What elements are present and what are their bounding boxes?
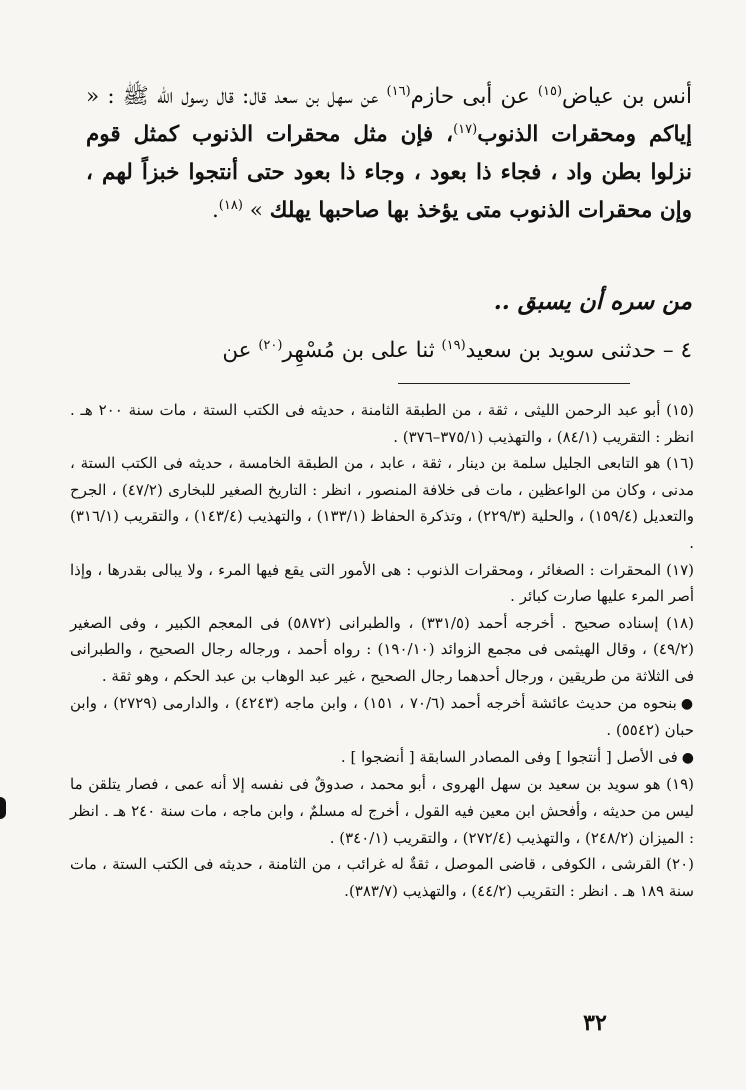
hadith-text xyxy=(86,78,692,230)
footnote-ref-19: (١٩) xyxy=(441,337,466,353)
isnad-text: عن xyxy=(222,338,259,363)
period: . xyxy=(211,198,219,223)
narrator-text: عن سهل بن سعد قال: قال رسول الله ﷺ : « xyxy=(86,84,387,109)
isnad-text: ثنا على بن مُسْهِر xyxy=(282,338,442,363)
bullet-icon: ● xyxy=(681,749,694,766)
quote-close: » xyxy=(242,198,270,223)
footnote-15: (١٥) أبو عبد الرحمن الليثى ، ثقة ، من الطبقة الثامنة ، حديثه فى الكتب الستة ، مات سنة ٢٠٠ هـ . انظر : التقريب (٨٤/١) ، والتهذيب (٣٧٥/١–٣٧٦) . xyxy=(70,401,695,446)
footnote-ref-17: (١٧) xyxy=(453,121,478,137)
footnote-ref-15: (١٥) xyxy=(537,83,563,99)
scan-edge-mark xyxy=(0,797,6,819)
footnote-bullet-1 xyxy=(70,690,694,744)
footnotes xyxy=(70,397,694,904)
footnote-ref-20: (٢٠) xyxy=(258,337,283,353)
hadith-bold-text: ، فإن مثل محقرات الذنوب كمثل قوم نزلوا بطن واد ، فجاء ذا بعود ، وجاء ذا بعود حتى أنتجوا خبزاً لهم ، وإن محقرات الذنوب متى يؤخذ بها صاحبها يهلك xyxy=(86,122,692,223)
hadith-4-opening xyxy=(86,332,692,370)
footnote-bullet-2 xyxy=(70,744,694,772)
footnote-19: (١٩) هو سويد بن سعيد بن سهل الهروى ، أبو محمد ، صدوقٌ فى نفسه إلا أنه عمى ، فصار يتلقن ما ليس من حديثه ، وأفحش ابن معين فيه القول ، أخرج له مسلمٌ ، وابن ماجه ، مات سنة ٢٤٠ هـ . انظر : الميزان (٢٤٨/٢) ، والتهذيب (٢٧٢/٤) ، والتقريب (٣٤٠/١) . xyxy=(70,775,694,847)
isnad-text: ٤ – حدثنى سويد بن سعيد xyxy=(465,338,692,363)
hadith-paragraph xyxy=(86,78,692,230)
narrator-text: عن أبى حازم xyxy=(410,84,538,109)
footnote-ref-16: (١٦) xyxy=(386,83,411,99)
footnote-20: (٢٠) القرشى ، الكوفى ، قاضى الموصل ، ثقةٌ له غرائب ، من الثامنة ، حديثه فى الكتب الستة ، مات سنة ١٨٩ هـ . انظر : التقريب (٤٤/٢) ، والتهذيب (٣٨٣/٧). xyxy=(70,855,694,900)
section-heading: من سره أن يسبق .. xyxy=(493,288,692,315)
footnote-17: (١٧) المحقرات : الصغائر ، ومحقرات الذنوب : هى الأمور التى يقع فيها المرء ، ولا يبالى بقدرها ، وإذا أصر المرء عليها صارت كبائر . xyxy=(70,560,694,606)
footnote-bullet-text: بنحوه من حديث عائشة أخرجه أحمد (٧٠/٦ ، ١٥١) ، وابن ماجه (٤٢٤٣) ، والدارمى (٢٧٢٩) ، وابن حبان (٥٥٤٢) . xyxy=(70,693,694,740)
footnote-ref-18: (١٨) xyxy=(218,197,243,213)
footnote-bullet-text: فى الأصل [ أنتجوا ] وفى المصادر السابقة [ أنضجوا ] . xyxy=(340,747,678,766)
bullet-icon: ● xyxy=(680,695,695,712)
page-number: ٣٢ xyxy=(583,1010,607,1036)
hadith-bold-text: إياكم ومحقرات الذنوب xyxy=(477,122,692,147)
footnote-16: (١٦) هو التابعى الجليل سلمة بن دينار ، ثقة ، عابد ، من الطبقة الخامسة ، حديثه فى الكتب الستة ، مدنى ، وكان من الواعظين ، مات فى خلافة المنصور ، انظر : التاريخ الصغير للبخارى (٤٧/٢) ، الجرح والتعديل (١٥٩/٤) ، والحلية (٢٢٩/٣) ، وتذكرة الحفاظ (١٣٣/١) ، والتهذيب (١٤٣/٤) ، والتقريب (٣١٦/١) . xyxy=(70,454,695,552)
footnote-18: (١٨) إسناده صحيح . أخرجه أحمد (٣٣١/٥) ، والطبرانى (٥٨٧٢) فى المعجم الكبير ، وفى الصغير (٤٩/٢) ، وقال الهيثمى فى مجمع الزوائد (١٩٠/١٠) : رواه أحمد ، ورجاله رجال الصحيح ، والطبرانى فى الثلاثة من طريقين ، ورجال أحدهما رجال الصحيح ، غير عبد الوهاب بن عبد الحكم ، وهو ثقة . xyxy=(70,613,695,685)
footnote-separator xyxy=(398,383,630,384)
narrator-text: أنس بن عياض xyxy=(562,84,692,109)
